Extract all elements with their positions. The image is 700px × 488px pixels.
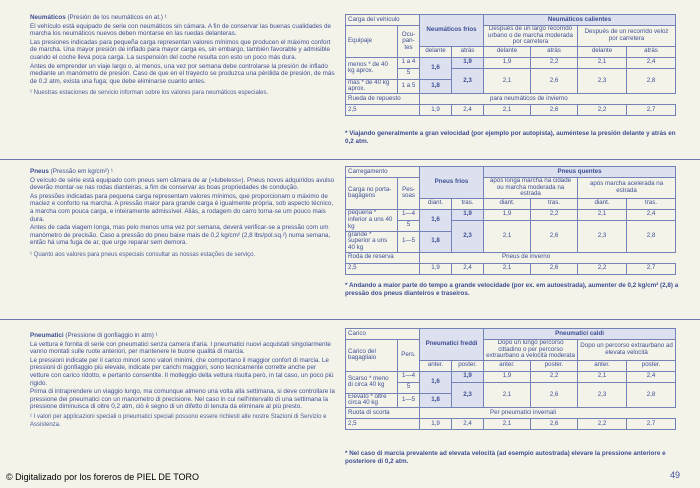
col-front: diant. — [484, 198, 531, 209]
col-front: anter. — [578, 360, 627, 371]
value-cell: 2,1 — [578, 371, 627, 382]
value-cell: 2,2 — [531, 371, 578, 382]
winter-value: 1,9 — [420, 104, 452, 115]
header-hot: Pneus quentes — [484, 167, 676, 178]
winter-note: Pneus de inverno — [502, 253, 551, 261]
persons-cell: 1—4 — [398, 371, 420, 382]
paragraph: O veículo de série está equipado com pneus sem câmara de ar (»tubeless«). Pneus novos adquiridos avulso deverão montar-se nas rodas dianteiras, a fim de conservar as boas propriedades de condução. — [30, 176, 335, 192]
header-long-drive: Después de un largo recorrido urbano o de marcha moderada por carretera — [484, 26, 578, 47]
winter-value: 2,1 — [484, 263, 531, 274]
section-title: Pneus — [30, 168, 49, 175]
pressure-table-pt — [345, 166, 675, 275]
col-rear: poster. — [531, 360, 578, 371]
table-note: * Viajando generalmente a gran velocidad (por ejemplo por autopista), auméntese la presión delante y atrás en 0,2 atm. — [345, 130, 676, 145]
italian-text — [30, 332, 335, 430]
value-cell: 1,8 — [420, 393, 452, 407]
col-rear: atrás — [531, 46, 578, 57]
footnote: ¹ Quanto aos valores para pneus especiais consultar as nossas estações de serviço. — [30, 251, 256, 258]
header-long-drive: Dopo un lungo percorso cittadino o per percorso extraurbano a velocità moderata — [484, 340, 578, 361]
value-cell: 2,3 — [578, 382, 627, 407]
header-load: Carga del vehículo — [346, 15, 420, 26]
persons-cell: 1—5 — [398, 231, 420, 252]
occupants-cell: 5 — [398, 68, 420, 79]
winter-value: 2,1 — [484, 418, 531, 429]
value-cell: 2,3 — [452, 220, 484, 252]
section-title: Pneumatici — [30, 332, 64, 339]
col-rear: tras. — [627, 198, 676, 209]
col-rear: poster. — [452, 360, 484, 371]
section-italian — [0, 320, 700, 488]
scan-credit: © Digitalizado por los foreros de PIEL DE TORO — [6, 472, 200, 482]
value-cell: 1,9 — [484, 371, 531, 382]
value-cell: 2,1 — [578, 57, 627, 68]
value-cell: 2,1 — [578, 209, 627, 220]
page-number: 49 — [669, 470, 680, 480]
header-hot: Neumáticos calientes — [484, 15, 676, 26]
spare-value: 2,5 — [346, 418, 420, 429]
persons-cell: 1—4 — [398, 209, 420, 220]
winter-value: 2,2 — [578, 418, 627, 429]
section-title: Neumáticos — [30, 14, 66, 21]
spare-value: 2,5 — [346, 104, 420, 115]
row-label-light: menos * de 40 kg aprox. — [346, 57, 398, 79]
header-cold: Pneumatici freddi — [420, 329, 484, 361]
winter-value: 2,2 — [578, 104, 627, 115]
value-cell: 2,8 — [627, 220, 676, 252]
persons-cell: 5 — [398, 382, 420, 393]
header-long-drive: após longa marcha na cidade ou marcha moderada na estrada — [484, 178, 578, 199]
section-spanish — [0, 0, 700, 158]
value-cell: 2,6 — [531, 220, 578, 252]
section-subtitle: (Pressão em kg/cm²) ¹ — [48, 168, 113, 175]
portuguese-text — [30, 168, 335, 261]
value-cell: 2,3 — [452, 382, 484, 407]
winter-note: Per pneumatici invernali — [490, 408, 557, 416]
col-front: delante — [578, 46, 627, 57]
winter-note: para neumáticos de invierno — [490, 94, 568, 102]
value-cell: 1,9 — [484, 209, 531, 220]
value-cell: 2,4 — [627, 57, 676, 68]
header-fast-drive: Dopo un percorso extraurbano ad elevata velocità — [578, 340, 676, 361]
header-luggage: Carga no porta-bagagens — [346, 178, 398, 210]
value-cell: 2,4 — [627, 209, 676, 220]
value-cell: 2,1 — [484, 68, 531, 93]
paragraph: Antes de cada viagem longa, mas pelo menos uma vez por semana, deverá verificar-se a pressão com um manómetro de precisão. Caso a pressão do pneu baixe mais de 0,2 kg/cm² (2,8 lbs/pol.sq.²) numa semana, então há uma fuga de ar, que urge reparar sem demora. — [30, 224, 331, 247]
winter-value: 2,4 — [452, 263, 484, 274]
winter-value: 2,7 — [627, 104, 676, 115]
winter-value: 1,9 — [420, 418, 452, 429]
header-hot: Pneumatici caldi — [484, 329, 676, 340]
paragraph: Las presiones indicadas para pequeña carga representan valores mínimos que producen el máximo confort de marcha. Una mayor presión de inflado para mayor carga es, sin embargo, también favorable y admisible cuando el coche lleva poca carga. La suspensión del coche resulta con esto un poco más dura. — [30, 38, 331, 61]
value-cell: 2,8 — [627, 382, 676, 407]
table-note: * Andando a maior parte do tempo a grande velocidade (por ex. em autoestrada), aumenter de 0,2 kg/cm² (2,8) a pressão dos pneus dianteiros e traseiros. — [345, 282, 679, 297]
col-front: diant. — [578, 198, 627, 209]
value-cell: 1,9 — [452, 57, 484, 68]
header-cold: Neumáticos fríos — [420, 15, 484, 47]
persons-cell: 5 — [398, 220, 420, 231]
col-rear: atrás — [627, 46, 676, 57]
col-front: delante — [484, 46, 531, 57]
spare-label: Rueda de repuesto — [346, 93, 420, 104]
value-cell: 1,8 — [420, 231, 452, 252]
col-rear: poster. — [627, 360, 676, 371]
winter-value: 2,1 — [484, 104, 531, 115]
header-fast-drive: após marcha acelerada na estrada — [578, 178, 676, 199]
header-load: Carregamento — [346, 167, 420, 178]
row-label-heavy: grande * superior a uns 40 kg — [346, 231, 398, 252]
occupants-cell: 1 a 5 — [398, 79, 420, 93]
header-luggage: Carico del bagagliaio — [346, 340, 398, 372]
row-label-light: pequena * inferior a uns 40 kg — [346, 209, 398, 231]
header-luggage: Equipaje — [346, 26, 398, 58]
winter-value: 2,7 — [627, 418, 676, 429]
paragraph: Prima di intraprendere un viaggio lungo, ma comunque almeno una volta alla settimana, si deve controllare la pressione dei pneumatici con un manometro di precisione. Nel caso in cui nell'intervallo di una settimana la pressione diminuisca di oltre 0,2 atm, ciò è segno di un difetto di tenuta da eliminare al più presto. — [30, 388, 335, 411]
header-persons: Pes-soas — [398, 178, 420, 210]
pressure-table-es — [345, 14, 675, 116]
value-cell: 1,6 — [420, 371, 452, 393]
row-label-heavy: más * de 40 kg aprox. — [346, 79, 398, 93]
header-occupants: Ocu-pan-tes — [398, 26, 420, 58]
occupants-cell: 1 a 4 — [398, 57, 420, 68]
persons-cell: 1—5 — [398, 393, 420, 407]
col-rear: atrás — [452, 46, 484, 57]
value-cell: 2,8 — [627, 68, 676, 93]
col-front: delante — [420, 46, 452, 57]
footnote: ¹ Nuestras estaciones de servicio informan sobre los valores para neumáticos especiales. — [30, 90, 269, 97]
winter-value: 2,7 — [627, 263, 676, 274]
col-front: anter. — [484, 360, 531, 371]
paragraph: La vettura è fornita di serie con pneumatici senza camera d'aria. I pneumatici nuovi acquistati singolarmente vanno montati sulle ruote anteriori, per mantenere le buone qualità di marcia. — [30, 340, 331, 356]
col-front: diant. — [420, 198, 452, 209]
table-note: * Nel caso di marcia prevalente ad elevata velocità (ad esempio autostrada) elevare la pressione anteriore e posteriore di 0,2 atm. — [345, 450, 666, 465]
value-cell: 2,1 — [484, 220, 531, 252]
winter-value: 2,4 — [452, 418, 484, 429]
col-rear: tras. — [452, 198, 484, 209]
value-cell: 2,3 — [578, 68, 627, 93]
value-cell: 2,2 — [531, 209, 578, 220]
value-cell: 2,6 — [531, 68, 578, 93]
spanish-text — [30, 14, 335, 99]
value-cell: 2,4 — [627, 371, 676, 382]
header-fast-drive: Después de un recorrido veloz por carretera — [578, 26, 676, 47]
value-cell: 1,9 — [452, 371, 484, 382]
value-cell: 1,9 — [452, 209, 484, 220]
winter-value: 2,6 — [531, 418, 578, 429]
winter-value: 2,6 — [531, 104, 578, 115]
value-cell: 1,8 — [420, 79, 452, 93]
winter-value: 2,2 — [578, 263, 627, 274]
header-persons: Pers. — [398, 340, 420, 372]
paragraph: As pressões indicadas para pequena carga representam valores mínimos, que proporcionam o máximo de maciez e conforto na marcha. A pressão maior para grande carga é igualmente própria, sob aspecto técnico, a marcha com pouca carga, e inteiramente admissível. Aliás, a rodagem do carro torna-se um pouco mais dura. — [30, 192, 334, 223]
value-cell: 1,6 — [420, 57, 452, 79]
section-subtitle: (Presión de los neumáticos en at.) ¹ — [65, 14, 167, 21]
value-cell: 1,9 — [484, 57, 531, 68]
header-cold: Pneus frios — [420, 167, 484, 199]
winter-value: 2,4 — [452, 104, 484, 115]
value-cell: 2,3 — [578, 220, 627, 252]
value-cell: 2,1 — [484, 382, 531, 407]
paragraph: Le pressioni indicate per il carico minori sono valori minimi, che comportano il maggior confort di marcia. Le pressioni di gonfiaggio più elevate, indicate per carichi maggiori, sono tecnicamente corrette anche per vetture con carico ridotto, e pertanto consentite. Il molleggio della vettura risulta però, in tal caso, un poco più rigido. — [30, 356, 334, 387]
section-portuguese — [0, 160, 700, 318]
col-rear: tras. — [531, 198, 578, 209]
header-load: Carico — [346, 329, 420, 340]
paragraph: El vehículo está equipado de serie con neumáticos sin cámara. A fin de conservar las buenas cualidades de marcha los neumáticos nuevos deben montarse en las ruedas delanteras. — [30, 22, 332, 38]
pressure-table-it — [345, 328, 675, 430]
winter-value: 2,6 — [531, 263, 578, 274]
value-cell: 2,2 — [531, 57, 578, 68]
winter-value: 1,9 — [420, 263, 452, 274]
spare-label: Ruota di scorta — [346, 407, 420, 418]
value-cell: 1,6 — [420, 209, 452, 231]
row-label-light: Scarso * meno di circa 40 kg — [346, 371, 398, 393]
col-front: anter. — [420, 360, 452, 371]
footnote: ¹ I valori per applicazioni speciali o pneumatici speciali possono essere richiesti alle nostre Stazioni di Servizio e Assistenza. — [30, 413, 327, 428]
paragraph: Antes de emprender un viaje largo o, al menos, una vez por semana debe controlarse la presión de inflado mediante un manómetro de presión. Caso de que en el trayecto se produzca una pérdida de presión, de más de 0,2 atm, exista una fuga; que debe eliminarse cuanto antes. — [30, 62, 335, 85]
spare-label: Roda de reserva — [346, 252, 420, 263]
section-subtitle: (Pressione di gonfiaggio in atm) ¹ — [63, 332, 158, 339]
row-label-heavy: Elevato * oltre circa 40 kg — [346, 393, 398, 407]
value-cell: 2,3 — [452, 68, 484, 93]
spare-value: 2,5 — [346, 263, 420, 274]
value-cell: 2,6 — [531, 382, 578, 407]
